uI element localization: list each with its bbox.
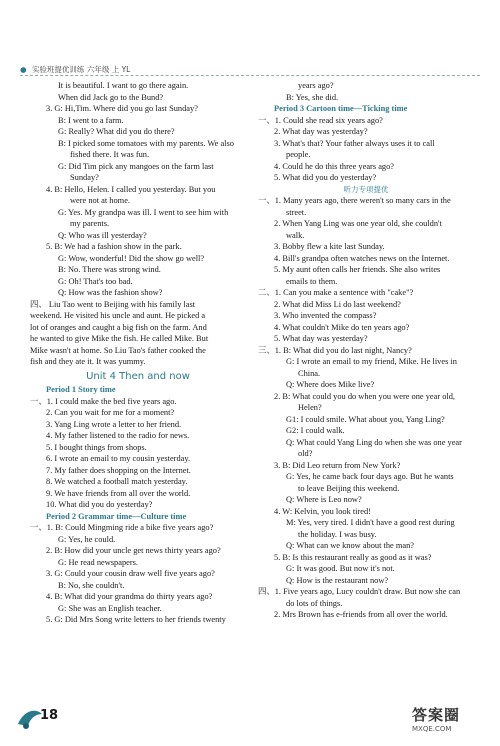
text-line: 2. B: How did your uncle get news thirty years ago? (46, 546, 221, 555)
text-line: 5. What did you do yesterday? (274, 173, 377, 182)
text-line: Q: What could Yang Ling do when she was one year (286, 437, 462, 447)
text-line: Helen? (298, 403, 322, 412)
text-line: 一、1. B: Could Mingming ride a bike five years ago? (30, 523, 214, 532)
text-line: 4. Could he do this three years ago? (274, 161, 395, 171)
text-line: Q: Where is Leo now? (286, 495, 362, 504)
text-line: fish and they ate it. It was yummy. (30, 357, 146, 366)
text-line: G2: I could walk. (286, 426, 345, 435)
text-line: 2. Can you wait for me for a moment? (46, 408, 175, 417)
text-line: 2. What day was yesterday? (274, 127, 368, 136)
text-line: B: No. There was strong wind. (58, 265, 161, 274)
page-number: 18 (40, 708, 59, 723)
text-line: 9. We have friends from all over the world. (46, 488, 191, 498)
text-line: 3. What's that? Your father always uses it to call (274, 138, 435, 148)
text-line: G: Yes. My grandpa was ill. I went to see him with (58, 207, 229, 217)
text-line: to leave Beijing this weekend. (298, 483, 400, 493)
header-title: 实验班提优训练 六年级 上 YL (31, 65, 131, 74)
header-divider (20, 75, 480, 76)
text-line: Q: Where does Mike live? (286, 380, 375, 389)
text-line: 三、1. B: What did you do last night, Nancy? (258, 345, 412, 355)
text-line: G: Yes, he came back four days ago. But he wants (286, 472, 454, 481)
text-line: walk. (286, 230, 305, 240)
text-line: G: Did Tim pick any mangoes on the farm last (58, 161, 214, 171)
text-line: 3. B: Did Leo return from New York? (274, 460, 401, 470)
text-line: he wanted to give Mike the fish. He called Mike. But (30, 334, 209, 343)
text-line: B: I went to a farm. (58, 115, 124, 125)
text-line: 四、1. Five years ago, Lucy couldn't draw. But now she can (258, 587, 461, 596)
text-line: 5. G: Did Mrs Song write letters to her friends twenty (46, 615, 226, 624)
text-line: 4. My father listened to the radio for news. (46, 431, 190, 440)
text-line: 一、1. I could make the bed five years ago. (30, 396, 177, 406)
text-line: the holiday. I was busy. (298, 529, 377, 539)
text-line: 2. B: What could you do when you were one year old, (274, 391, 456, 401)
text-line: 4. B: Hello, Helen. I called you yesterday. But you (46, 184, 216, 194)
text-line: G: Yes, he could. (58, 534, 116, 544)
text-line: 5. I bought things from shops. (46, 442, 147, 452)
text-line: 5. B: We had a fashion show in the park. (46, 242, 182, 251)
text-line: 一、1. Could she read six years ago? (258, 115, 383, 125)
text-line: 3. G: Hi,Tim. Where did you go last Sunday? (46, 104, 198, 113)
text-line: B: No, she couldn't. (58, 580, 125, 590)
text-line: G: Really? What did you do there? (58, 127, 175, 136)
text-line: G: It was good. But now it's not. (286, 564, 395, 573)
text-line: B: Yes, she did. (286, 92, 339, 102)
text-line: G: Wow, wonderful! Did the show go well? (58, 253, 205, 263)
text-line: G: I wrote an email to my friend, Mike. He lives in (286, 357, 457, 366)
text-line: 3. Who invented the compass? (274, 311, 377, 320)
text-line: Q: How is the restaurant now? (286, 575, 389, 585)
logo (412, 704, 484, 734)
text-line: G: She was an English teacher. (58, 603, 162, 613)
text-line: Sunday? (70, 173, 99, 182)
text-line: G1: I could smile. What about you, Yang Ling? (286, 414, 445, 424)
text-line: lot of oranges and caught a big fish on the farm. And (30, 322, 207, 332)
text-line: 二、1. Can you make a sentence with "cake"? (258, 288, 414, 297)
section-heading: 听力专项提优 (343, 184, 389, 194)
text-line: my parents. (70, 219, 110, 228)
header-dot: ● (20, 65, 27, 74)
text-line: street. (286, 207, 307, 217)
left-column (30, 80, 246, 626)
text-line: weekend. He visited his uncle and aunt. He picked a (30, 311, 206, 320)
text-line: Q: What can we know about the man? (286, 541, 414, 550)
period-heading: Period 3 Cartoon time—Ticking time (274, 104, 408, 113)
text-line: 2. When Yang Ling was one year old, she couldn't (274, 219, 442, 228)
text-line: years ago? (298, 81, 334, 90)
text-line: 5. My aunt often calls her friends. She also writes (274, 265, 441, 274)
text-line: Q: How was the fashion show? (58, 288, 163, 297)
text-line: China. (298, 368, 321, 378)
right-column (258, 80, 474, 621)
text-line: 4. What couldn't Mike do ten years ago? (274, 322, 410, 332)
text-line: When did Jack go to the Bund? (58, 92, 164, 102)
text-line: 8. We watched a football match yesterday. (46, 477, 188, 486)
text-line: 3. Bobby flew a kite last Sunday. (274, 242, 385, 251)
text-line: B: I picked some tomatoes with my parents. We also (58, 138, 234, 148)
text-line: 5. What day was yesterday? (274, 334, 368, 343)
text-line: 4. B: What did your grandma do thirty years ago? (46, 592, 213, 601)
text-line: M: Yes, very tired. I didn't have a good rest during (286, 518, 455, 527)
text-line: Mike wasn't at home. So Liu Tao's father cooked the (30, 345, 206, 355)
text-line: emails to them. (286, 276, 338, 286)
text-line: people. (286, 150, 311, 159)
text-line: 四、 Liu Tao went to Beijing with his family last (30, 299, 196, 309)
unit-heading: Unit 4 Then and now (86, 370, 190, 382)
text-line: 7. My father does shopping on the Internet. (46, 465, 191, 475)
text-line: 6. I wrote an email to my cousin yesterday. (46, 454, 191, 463)
text-line: 一、1. Many years ago, there weren't so many cars in the (258, 196, 451, 205)
text-line: 10. What did you do yesterday? (46, 500, 153, 509)
period-heading: Period 2 Grammar time—Culture time (46, 511, 187, 521)
logo-url: MXQE.COM (412, 725, 452, 733)
text-line: fished there. It was fun. (70, 150, 150, 159)
text-line: It is beautiful. I want to go there again. (58, 81, 189, 90)
text-line: were not at home. (70, 196, 130, 205)
text-line: 4. W: Kelvin, you look tired! (274, 506, 371, 516)
text-line: 3. Yang Ling wrote a letter to her friend. (46, 419, 182, 429)
text-line: 2. Mrs Brown has e-friends from all over the world. (274, 610, 448, 619)
text-line: G: Oh! That's too bad. (58, 276, 133, 286)
text-line: G: He read newspapers. (58, 557, 138, 567)
text-line: Q: Who was ill yesterday? (58, 230, 147, 240)
text-line: old? (298, 449, 313, 458)
text-line: 2. What did Miss Li do last weekend? (274, 299, 401, 309)
text-line: 4. Bill's grandpa often watches news on the Internet. (274, 253, 450, 263)
text-line: 3. G: Could your cousin draw well five years ago? (46, 569, 215, 578)
text-line: 5. B: Is this restaurant really as good as it was? (274, 552, 432, 562)
logo-text: 答案圈 (412, 706, 461, 724)
text-line: do lots of things. (286, 598, 343, 608)
period-heading: Period 1 Story time (46, 385, 116, 394)
